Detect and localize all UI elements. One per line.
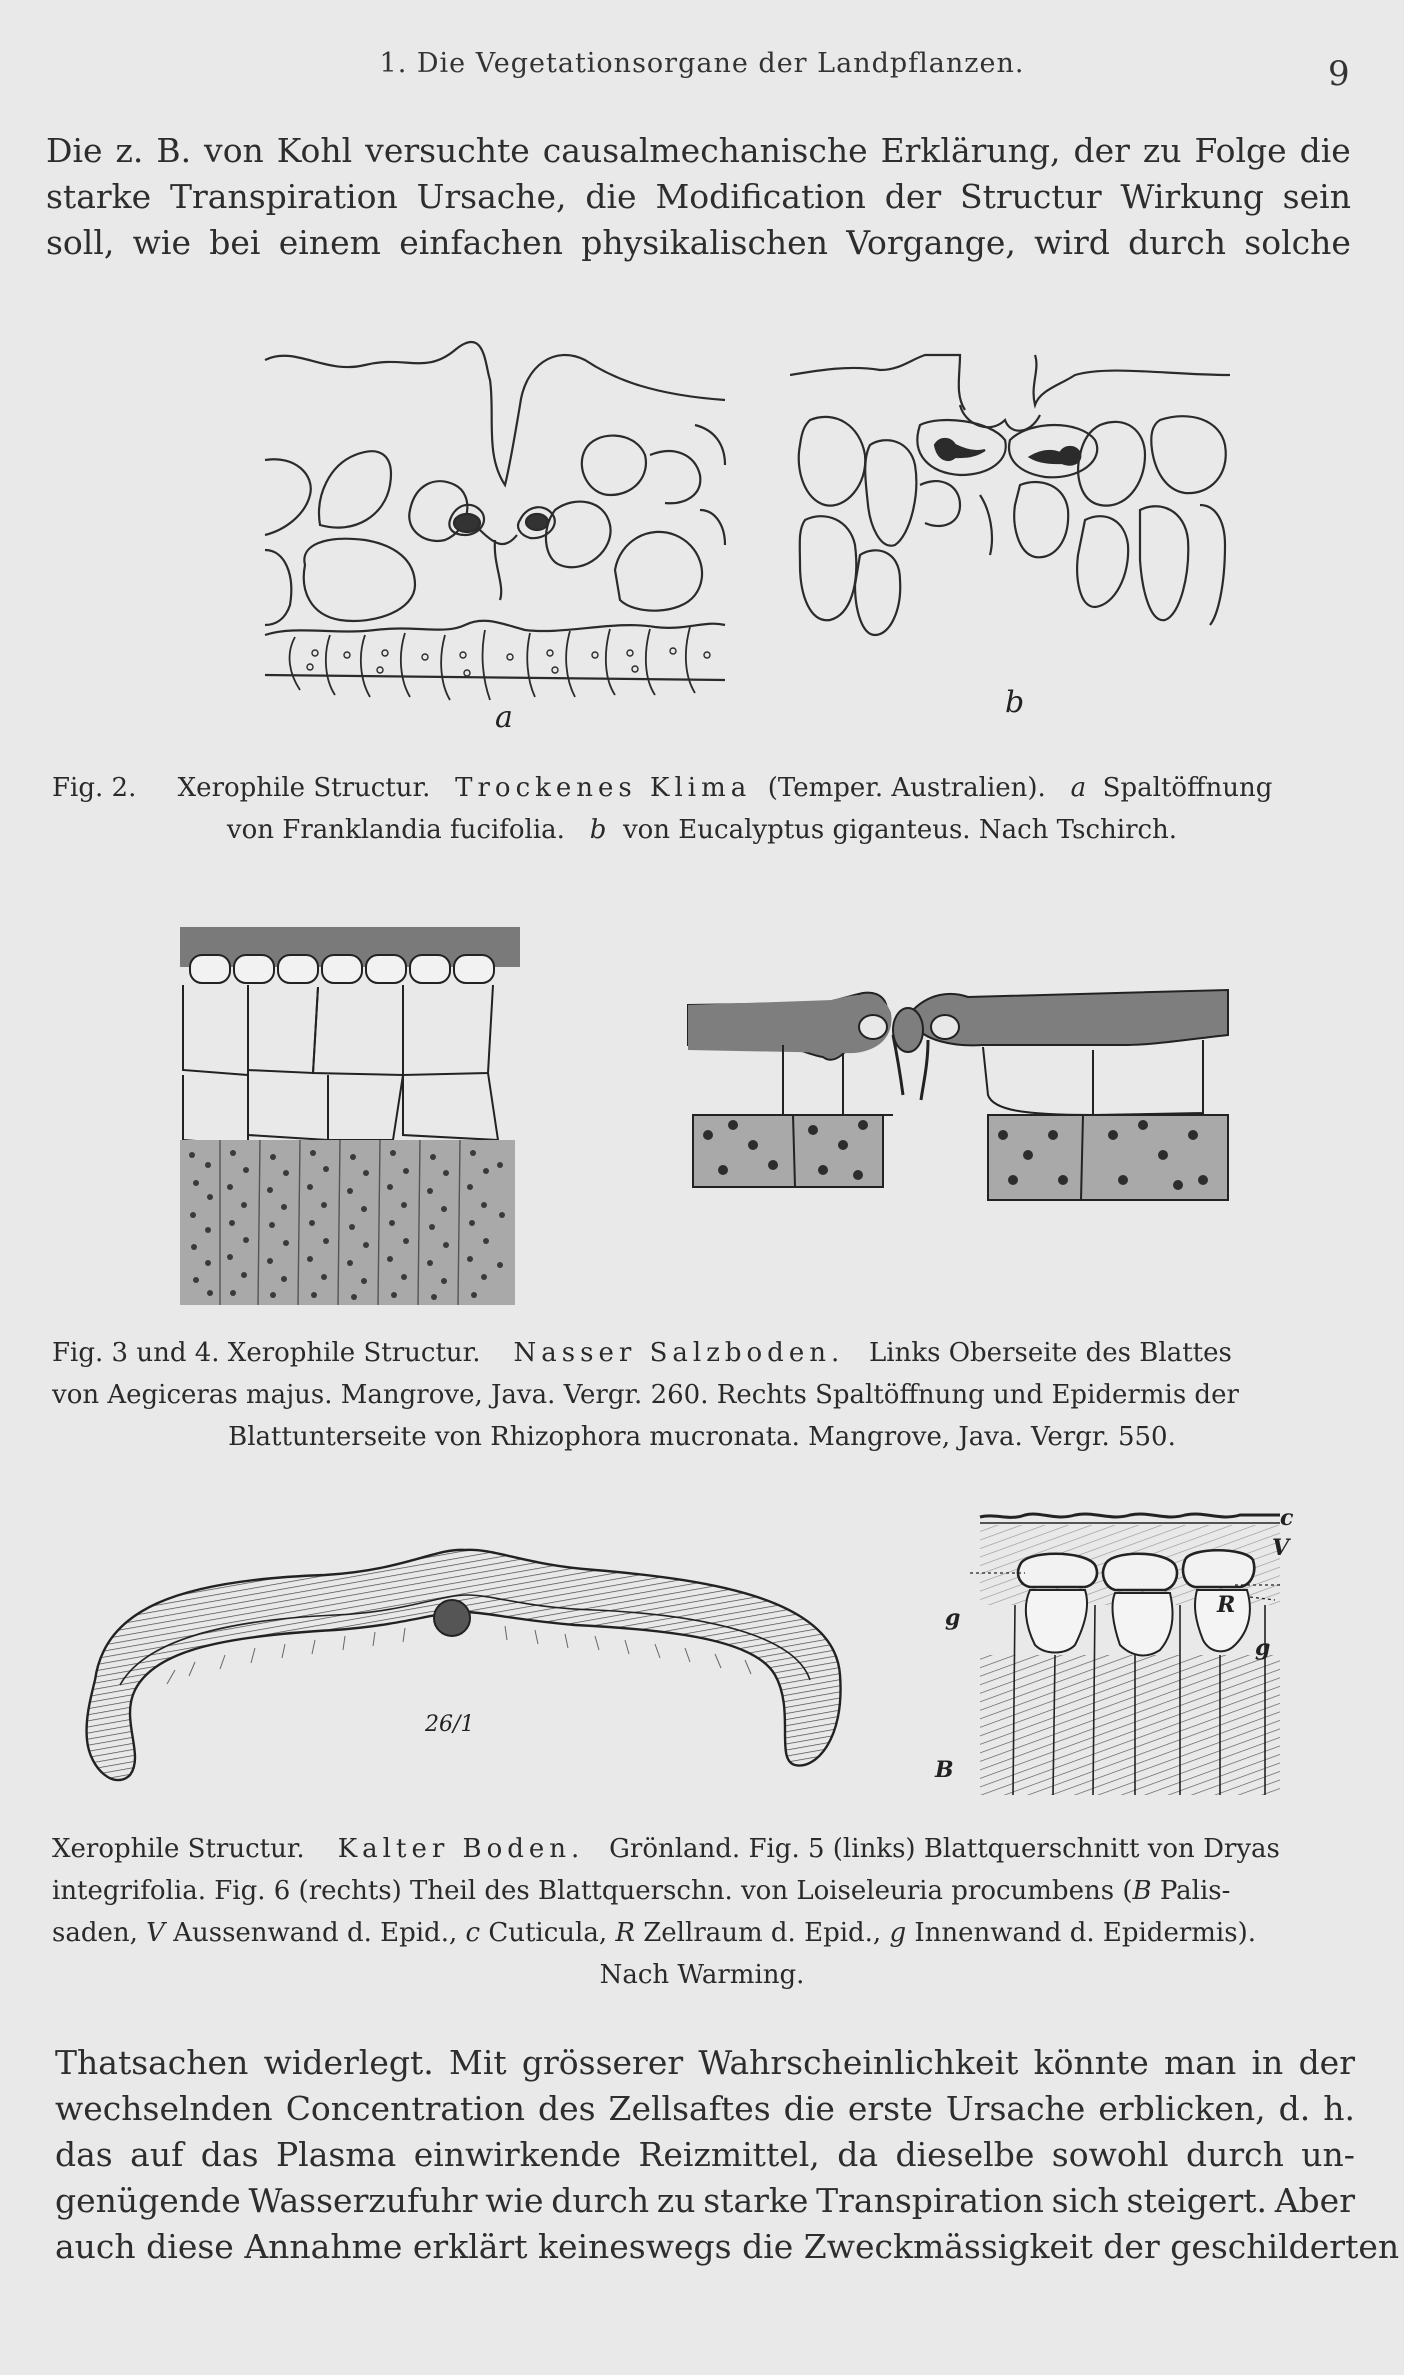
paragraph-top (46, 128, 1351, 266)
figure-2a-illustration (255, 335, 735, 735)
word: sein (1282, 177, 1351, 216)
caption-text: Xerophile Structur. (177, 773, 431, 803)
caption-mark: c (465, 1918, 481, 1948)
word: einwirkende (413, 2135, 622, 2174)
word: Aber (1274, 2181, 1355, 2220)
label-B: B (935, 1757, 954, 1783)
text-line: auch diese Annahme erklärt keineswegs die Zweckmässigkeit der geschilderten (55, 2227, 1400, 2266)
caption-text: von Eucalyptus giganteus. Nach Tschirch. (622, 815, 1178, 845)
word: die (585, 177, 637, 216)
figure-2b-label: b (1005, 685, 1025, 720)
caption-line (52, 1332, 1352, 1374)
word: sowohl (1051, 2135, 1169, 2174)
word: starke (703, 2181, 809, 2220)
label-c: c (1280, 1505, 1294, 1531)
word: starke (46, 177, 152, 216)
caption-line: von Aegiceras majus. Mangrove, Java. Vergr. 260. Rechts Spaltöffnung und Epidermis der (52, 1380, 1239, 1410)
caption-fig-number: Fig. 2. (52, 773, 137, 803)
figure-4-illustration (683, 985, 1238, 1235)
caption-text: saden, (52, 1918, 147, 1948)
word: sich (1051, 2181, 1119, 2220)
text-line (46, 220, 1351, 266)
word: erblicken, (1098, 2089, 1266, 2128)
word: wie (485, 2181, 544, 2220)
label-g-right: g (1255, 1635, 1271, 1661)
word: un- (1301, 2135, 1355, 2174)
word: zu (1142, 131, 1182, 170)
word: der (1073, 131, 1130, 170)
caption-mark: V (146, 1918, 165, 1948)
caption-text: Grönland. Fig. 5 (links) Blattquerschnitt von Dryas (609, 1834, 1280, 1864)
caption-line: Blattunterseite von Rhizophora mucronata. Mangrove, Java. Vergr. 550. (228, 1422, 1176, 1452)
word: auf (130, 2135, 184, 2174)
caption-text: Aussenwand d. Epid., (164, 1918, 466, 1948)
word: solche (1244, 223, 1351, 262)
label-g-left: g (945, 1605, 961, 1631)
text-line (55, 2086, 1355, 2132)
caption-spaced-text: Trockenes Klima (455, 773, 752, 803)
word: die (1299, 131, 1351, 170)
word: einem (278, 223, 381, 262)
word: Transpiration (816, 2181, 1044, 2220)
caption-line (52, 1828, 1352, 1870)
word: das (200, 2135, 259, 2174)
word: Folge (1194, 131, 1287, 170)
word: Reizmittel, (638, 2135, 820, 2174)
caption-line (52, 1912, 1352, 1954)
word: Die (46, 131, 103, 170)
word: der (884, 177, 942, 216)
word: Ursache (945, 2089, 1086, 2128)
magnification-label: 26/1 (425, 1712, 475, 1737)
word: Zellsaftes (608, 2089, 771, 2128)
text-line (55, 2178, 1355, 2224)
caption-text: integrifolia. Fig. 6 (rechts) Theil des Blattquerschn. von Loiseleuria procumbens ( (52, 1876, 1133, 1906)
caption-mark: R (615, 1918, 635, 1948)
word: Wirkung (1120, 177, 1264, 216)
word: dieselbe (895, 2135, 1035, 2174)
word: Structur (960, 177, 1102, 216)
figure-6-illustration (935, 1505, 1295, 1800)
caption-mark: a (1070, 773, 1087, 803)
word: durch (551, 2181, 650, 2220)
running-head: 1. Die Vegetationsorgane der Landpflanzen. (379, 48, 1025, 79)
caption-text: Zellraum d. Epid., (634, 1918, 890, 1948)
word: h. (1323, 2089, 1355, 2128)
word: von (204, 131, 264, 170)
word: in (1251, 2043, 1284, 2082)
word: B. (156, 131, 192, 170)
label-V: V (1272, 1535, 1290, 1561)
figure-2-caption (52, 767, 1352, 851)
caption-spaced-text: Kalter Boden. (337, 1834, 585, 1864)
word: Mit (449, 2043, 507, 2082)
word: wechselnden (55, 2089, 273, 2128)
word: genügende (55, 2181, 241, 2220)
caption-text: Innenwand d. Epidermis). (906, 1918, 1256, 1948)
figure-3-illustration (178, 925, 523, 1310)
word: durch (1128, 223, 1226, 262)
word: Transpiration (170, 177, 398, 216)
word: der (1298, 2043, 1355, 2082)
caption-text: Xerophile Structur. (52, 1834, 305, 1864)
text-line (46, 174, 1351, 220)
figure-5-6-caption (52, 1828, 1352, 1996)
caption-line (52, 767, 1352, 809)
word: steigert. (1126, 2181, 1267, 2220)
word: Erklärung, (880, 131, 1061, 170)
caption-text: Fig. 3 und 4. Xerophile Structur. (52, 1338, 481, 1368)
word: könnte (1033, 2043, 1149, 2082)
caption-mark: g (889, 1918, 907, 1948)
caption-text: von Franklandia fucifolia. (226, 815, 565, 845)
text-line (55, 2040, 1355, 2086)
word: physikalischen (581, 223, 828, 262)
caption-text: (Temper. Australien). (767, 773, 1046, 803)
page-number: 9 (1328, 54, 1350, 94)
caption-spaced-text: Nasser Salzboden. (513, 1338, 845, 1368)
word: d. (1278, 2089, 1311, 2128)
caption-mark: B (1132, 1876, 1152, 1906)
caption-mark: b (589, 815, 607, 845)
caption-line (52, 1870, 1352, 1912)
word: Plasma (275, 2135, 397, 2174)
label-R: R (1217, 1592, 1236, 1618)
caption-text: Links Oberseite des Blattes (869, 1338, 1232, 1368)
word: bei (209, 223, 261, 262)
caption-line (52, 809, 1352, 851)
text-line (55, 2132, 1355, 2178)
word: des (537, 2089, 596, 2128)
word: wie (132, 223, 192, 262)
word: soll, (46, 223, 115, 262)
word: wird (1034, 223, 1110, 262)
word: grösserer (521, 2043, 684, 2082)
word: da (837, 2135, 879, 2174)
caption-text: Cuticula, (480, 1918, 616, 1948)
caption-text: Spaltöffnung (1102, 773, 1273, 803)
word: erste (847, 2089, 933, 2128)
figure-3-4-caption (52, 1332, 1352, 1458)
word: causalmechanische (542, 131, 868, 170)
paragraph-bottom (55, 2040, 1400, 2270)
word: Wahrscheinlichkeit (698, 2043, 1019, 2082)
caption-line: Nach Warming. (599, 1960, 805, 1990)
caption-text: Palis- (1151, 1876, 1231, 1906)
word: Modification (655, 177, 866, 216)
word: einfachen (399, 223, 563, 262)
word: zu (656, 2181, 696, 2220)
word: z. (115, 131, 144, 170)
word: man (1164, 2043, 1237, 2082)
word: die (783, 2089, 835, 2128)
text-line (46, 128, 1351, 174)
word: widerlegt. (263, 2043, 434, 2082)
word: Wasserzufuhr (248, 2181, 478, 2220)
figure-5-illustration (75, 1540, 850, 1800)
figure-2b-illustration (790, 345, 1240, 720)
word: Thatsachen (55, 2043, 249, 2082)
word: das (55, 2135, 113, 2174)
word: versuchte (365, 131, 530, 170)
figure-2a-label: a (495, 700, 513, 735)
word: durch (1185, 2135, 1284, 2174)
word: Ursache, (416, 177, 567, 216)
word: Kohl (276, 131, 353, 170)
word: Vorgange, (846, 223, 1016, 262)
word: Concentration (285, 2089, 525, 2128)
